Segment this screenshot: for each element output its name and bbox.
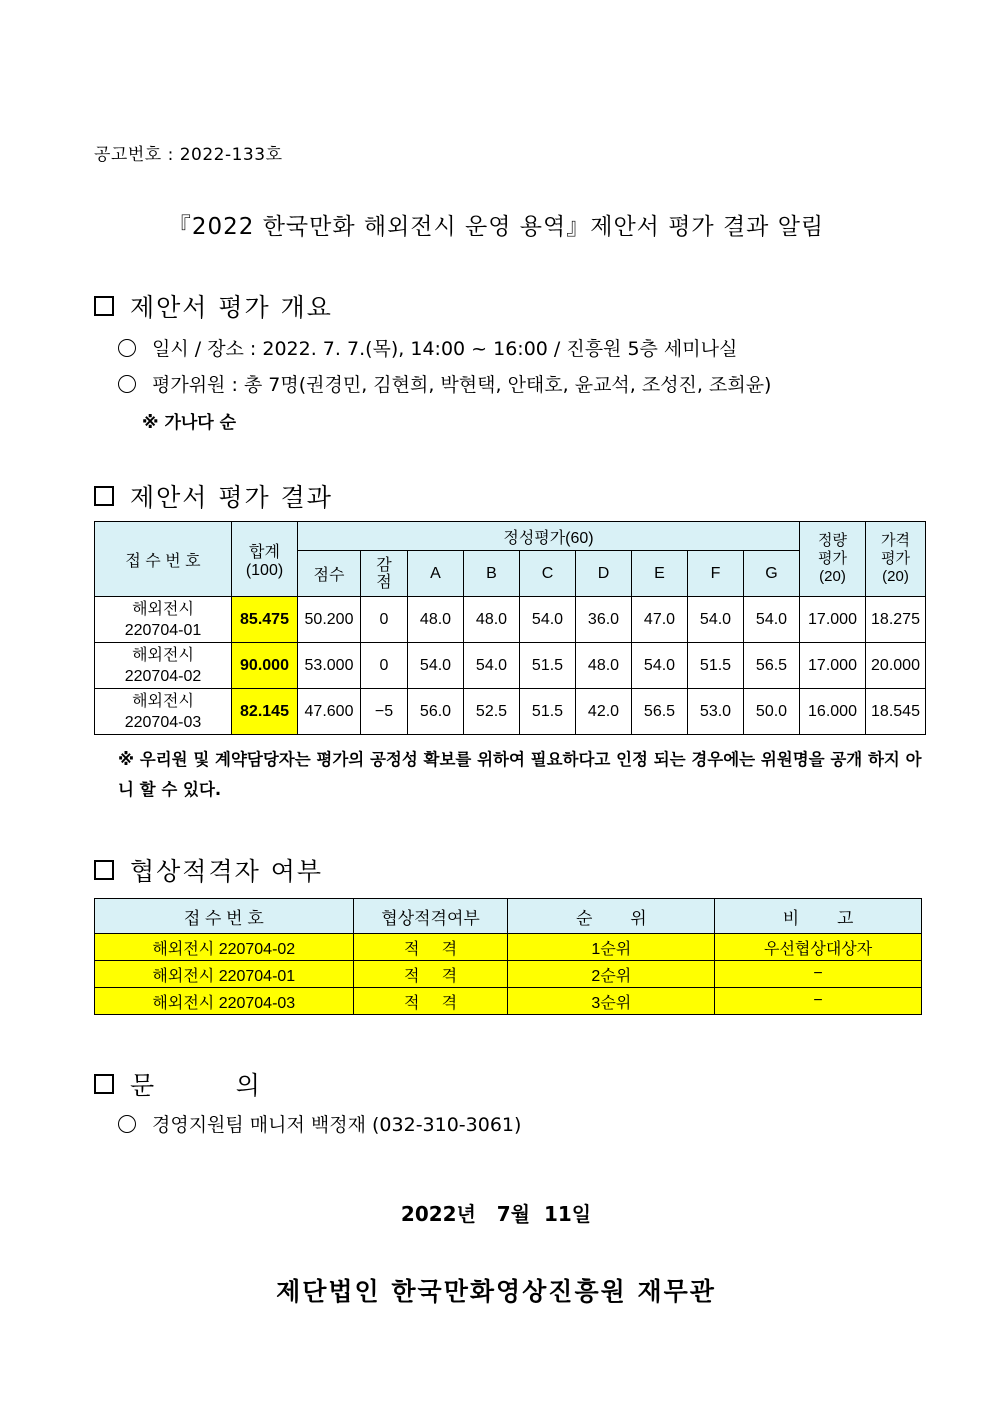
document-title: 『2022 한국만화 해외전시 운영 용역』제안서 평가 결과 알림 (167, 214, 825, 240)
deduct-cell: 0 (361, 597, 408, 643)
header-total: 합계 (100) (232, 522, 298, 597)
b-cell: 52.5 (464, 689, 520, 735)
table-row (95, 643, 926, 689)
checkbox-square-icon (94, 860, 114, 880)
a-cell: 48.0 (408, 597, 464, 643)
section-inquiry-title: 문 의 (130, 1071, 262, 1100)
quant-cell: 16.000 (800, 689, 866, 735)
quant-cell: 17.000 (800, 643, 866, 689)
header-a: A (408, 551, 464, 597)
circle-bullet-icon (118, 1115, 136, 1133)
schedule-text: 일시 / 장소 : 2022. 7. 7.(목), 14:00 ~ 16:00 / 진흥원 5층 세미나실 (152, 338, 738, 360)
remark-cell: 우선협상대상자 (715, 934, 922, 961)
f-cell: 51.5 (688, 643, 744, 689)
header-g: G (744, 551, 800, 597)
b-cell: 48.0 (464, 597, 520, 643)
score-cell: 53.000 (298, 643, 361, 689)
contact-line (118, 1110, 521, 1137)
section-overview-heading (94, 288, 333, 324)
table-row (95, 689, 926, 735)
rank-cell: 1순위 (508, 934, 715, 961)
a-cell: 56.0 (408, 689, 464, 735)
evaluation-results-table (94, 521, 926, 735)
section-eligibility-title: 협상적격자 여부 (130, 857, 323, 886)
header-score: 점수 (298, 551, 361, 597)
section-results-heading (94, 478, 333, 514)
deduct-cell: 0 (361, 643, 408, 689)
total-cell: 85.475 (232, 597, 298, 643)
remark-cell: − (715, 988, 922, 1015)
notice-number: 공고번호 : 2022-133호 (94, 145, 283, 165)
eligible-cell: 적 격 (353, 934, 508, 961)
table-row (95, 597, 926, 643)
header-price: 가격 평가 (20) (866, 522, 926, 597)
receipt-cell: 해외전시 220704-03 (95, 689, 232, 735)
eligible-cell: 적 격 (353, 961, 508, 988)
price-cell: 20.000 (866, 643, 926, 689)
section-results-title: 제안서 평가 결과 (130, 483, 333, 512)
table-row (95, 961, 922, 988)
receipt-cell: 해외전시 220704-01 (95, 597, 232, 643)
header-d: D (576, 551, 632, 597)
g-cell: 54.0 (744, 597, 800, 643)
header-f: F (688, 551, 744, 597)
e-cell: 54.0 (632, 643, 688, 689)
section-eligibility-heading (94, 852, 323, 888)
section-inquiry-heading (94, 1066, 262, 1102)
deduct-cell: −5 (361, 689, 408, 735)
committee-line (118, 370, 771, 397)
receipt-cell: 해외전시 220704-02 (95, 934, 354, 961)
receipt-cell: 해외전시 220704-03 (95, 988, 354, 1015)
checkbox-square-icon (94, 1074, 114, 1094)
eligibility-table (94, 898, 922, 1015)
header-receipt: 접 수 번 호 (95, 522, 232, 597)
c-cell: 54.0 (520, 597, 576, 643)
checkbox-square-icon (94, 486, 114, 506)
a-cell: 54.0 (408, 643, 464, 689)
table-row (95, 988, 922, 1015)
header-qualitative: 정성평가(60) (298, 522, 800, 551)
quant-cell: 17.000 (800, 597, 866, 643)
section-overview-title: 제안서 평가 개요 (130, 293, 333, 322)
price-cell: 18.545 (866, 689, 926, 735)
receipt-cell: 해외전시 220704-02 (95, 643, 232, 689)
order-note: ※ 가나다 순 (142, 413, 237, 433)
header-remark: 비 고 (715, 899, 922, 934)
g-cell: 56.5 (744, 643, 800, 689)
rank-cell: 3순위 (508, 988, 715, 1015)
header-receipt: 접 수 번 호 (95, 899, 354, 934)
header-c: C (520, 551, 576, 597)
total-cell: 82.145 (232, 689, 298, 735)
schedule-line (118, 334, 737, 361)
header-b: B (464, 551, 520, 597)
header-deduct: 감 점 (361, 551, 408, 597)
b-cell: 54.0 (464, 643, 520, 689)
contact-text: 경영지원팀 매니저 백정재 (032-310-3061) (152, 1114, 522, 1136)
header-e: E (632, 551, 688, 597)
header-rank: 순 위 (508, 899, 715, 934)
e-cell: 56.5 (632, 689, 688, 735)
committee-text: 평가위원 : 총 7명(권경민, 김현희, 박현택, 안태호, 윤교석, 조성진, 조희윤) (152, 374, 772, 396)
header-quantitative: 정량 평가 (20) (800, 522, 866, 597)
header-eligible: 협상적격여부 (353, 899, 508, 934)
e-cell: 47.0 (632, 597, 688, 643)
d-cell: 42.0 (576, 689, 632, 735)
score-cell: 47.600 (298, 689, 361, 735)
f-cell: 53.0 (688, 689, 744, 735)
price-cell: 18.275 (866, 597, 926, 643)
d-cell: 48.0 (576, 643, 632, 689)
receipt-cell: 해외전시 220704-01 (95, 961, 354, 988)
c-cell: 51.5 (520, 689, 576, 735)
table-row (95, 934, 922, 961)
issuing-organization: 제단법인 한국만화영상진흥원 재무관 (276, 1277, 716, 1306)
d-cell: 36.0 (576, 597, 632, 643)
disclosure-footnote: ※ 우리원 및 계약담당자는 평가의 공정성 확보를 위하여 필요하다고 인정 되는 경우에는 위원명을 공개 하지 아니 할 수 있다. (118, 750, 922, 799)
rank-cell: 2순위 (508, 961, 715, 988)
f-cell: 54.0 (688, 597, 744, 643)
eligible-cell: 적 격 (353, 988, 508, 1015)
issue-date: 2022년 7월 11일 (400, 1202, 592, 1226)
score-cell: 50.200 (298, 597, 361, 643)
total-cell: 90.000 (232, 643, 298, 689)
circle-bullet-icon (118, 375, 136, 393)
g-cell: 50.0 (744, 689, 800, 735)
c-cell: 51.5 (520, 643, 576, 689)
circle-bullet-icon (118, 339, 136, 357)
checkbox-square-icon (94, 296, 114, 316)
remark-cell: − (715, 961, 922, 988)
